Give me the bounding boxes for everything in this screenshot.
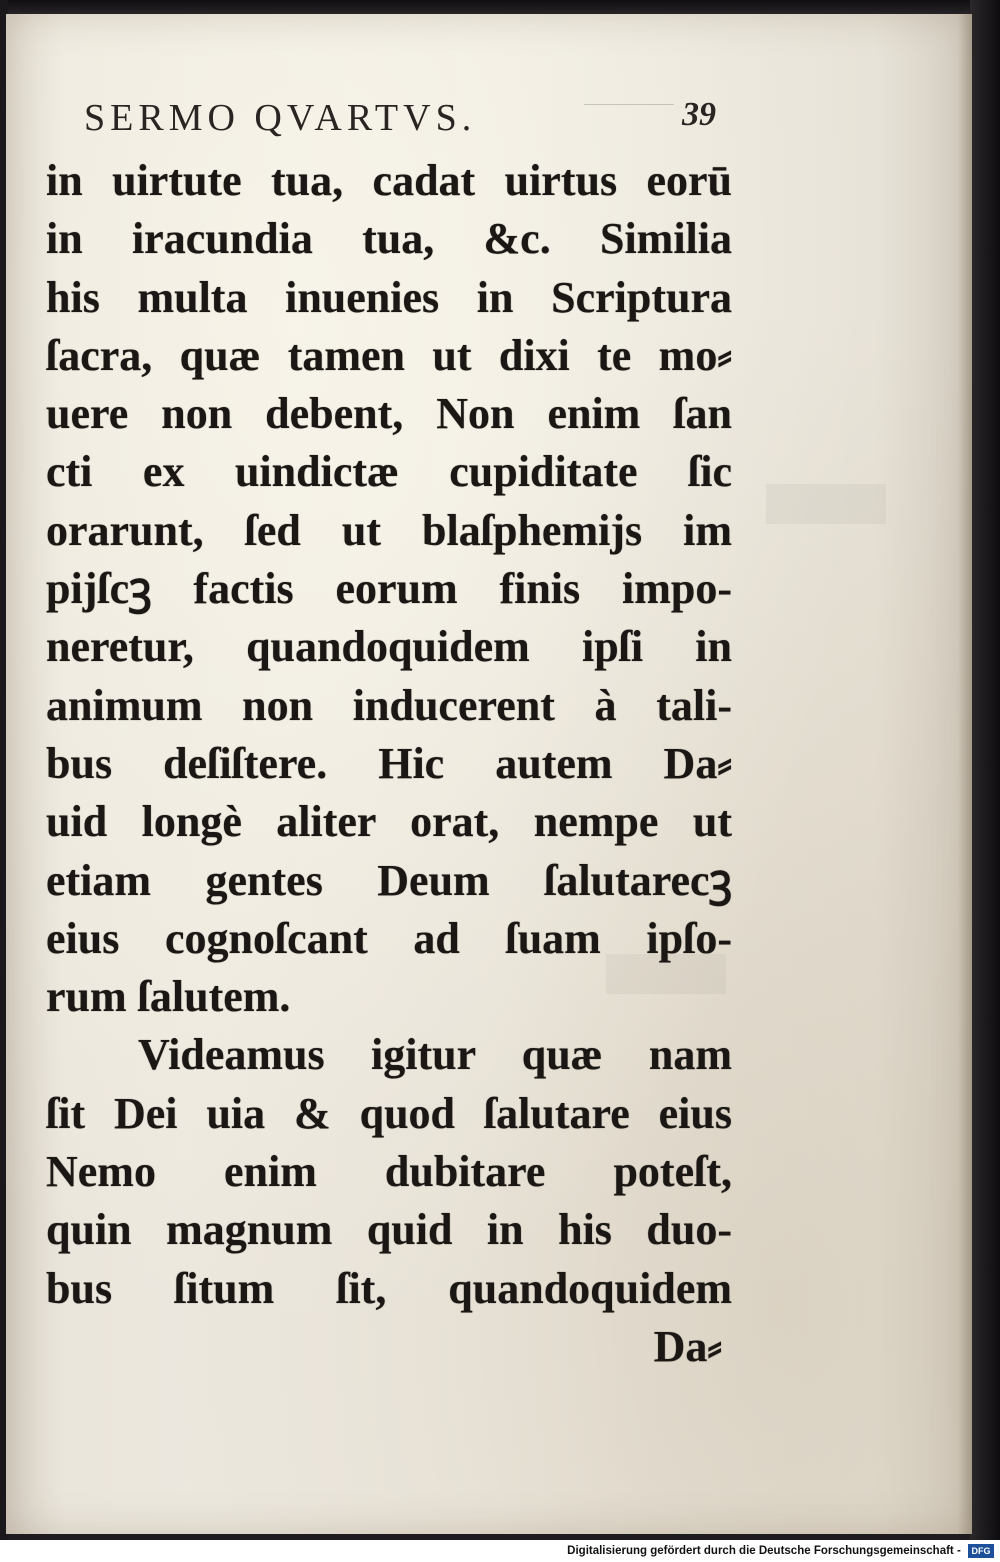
text-line: orarunt, ſed ut blaſphemijs im (46, 505, 732, 555)
running-head-title: SERMO QVARTVS. (84, 97, 477, 139)
text-line: Videamus igitur quæ nam (138, 1030, 732, 1080)
text-line: eius cognoſcant ad ſuam ipſo- (46, 913, 732, 963)
text-line: rum ſalutem. (46, 972, 291, 1022)
book-page (6, 14, 972, 1534)
show-through-shadow (766, 484, 886, 524)
text-line: ſacra, quæ tamen ut dixi te mo⸗ (46, 330, 732, 380)
text-line: animum non inducerent à tali- (46, 680, 732, 730)
text-line: neretur, quandoquidem ipſi in (46, 622, 732, 672)
text-line: bus deſiſtere. Hic autem Da⸗ (46, 738, 732, 788)
text-line: in uirtute tua, cadat uirtus eorū (46, 156, 732, 205)
page-number: 39 (682, 96, 716, 133)
digitization-footer (0, 1540, 1000, 1562)
text-line: bus ſitum ſit, quandoquidem (46, 1263, 732, 1313)
text-line: his multa inuenies in Scriptura (46, 272, 732, 322)
text-line: cti ex uindictæ cupiditate ſic (46, 447, 732, 497)
text-line: in iracundia tua, &c. Similia (46, 214, 732, 264)
body-text (42, 152, 732, 1376)
catchword: Da⸗ (653, 1321, 722, 1371)
text-line: etiam gentes Deum ſalutarecꝫ (46, 855, 732, 905)
text-line: quin magnum quid in his duo- (46, 1205, 732, 1255)
running-head-rule (584, 104, 674, 129)
dfg-logo-icon: DFG (968, 1544, 994, 1558)
text-line: uere non debent, Non enim ſan (46, 389, 732, 439)
running-head (84, 92, 724, 142)
footer-credit: Digitalisierung gefördert durch die Deutsche Forschungsgemeinschaft - (567, 1545, 961, 1557)
text-line: pijſcꝫ factis eorum finis impo- (46, 564, 732, 614)
text-line: Nemo enim dubitare poteſt, (46, 1147, 732, 1197)
text-line: uid longè aliter orat, nempe ut (46, 797, 732, 847)
scanner-frame-right (970, 0, 1000, 1540)
page-edge-shadow (958, 14, 972, 1534)
text-line: ſit Dei uia & quod ſalutare eius (46, 1088, 732, 1138)
